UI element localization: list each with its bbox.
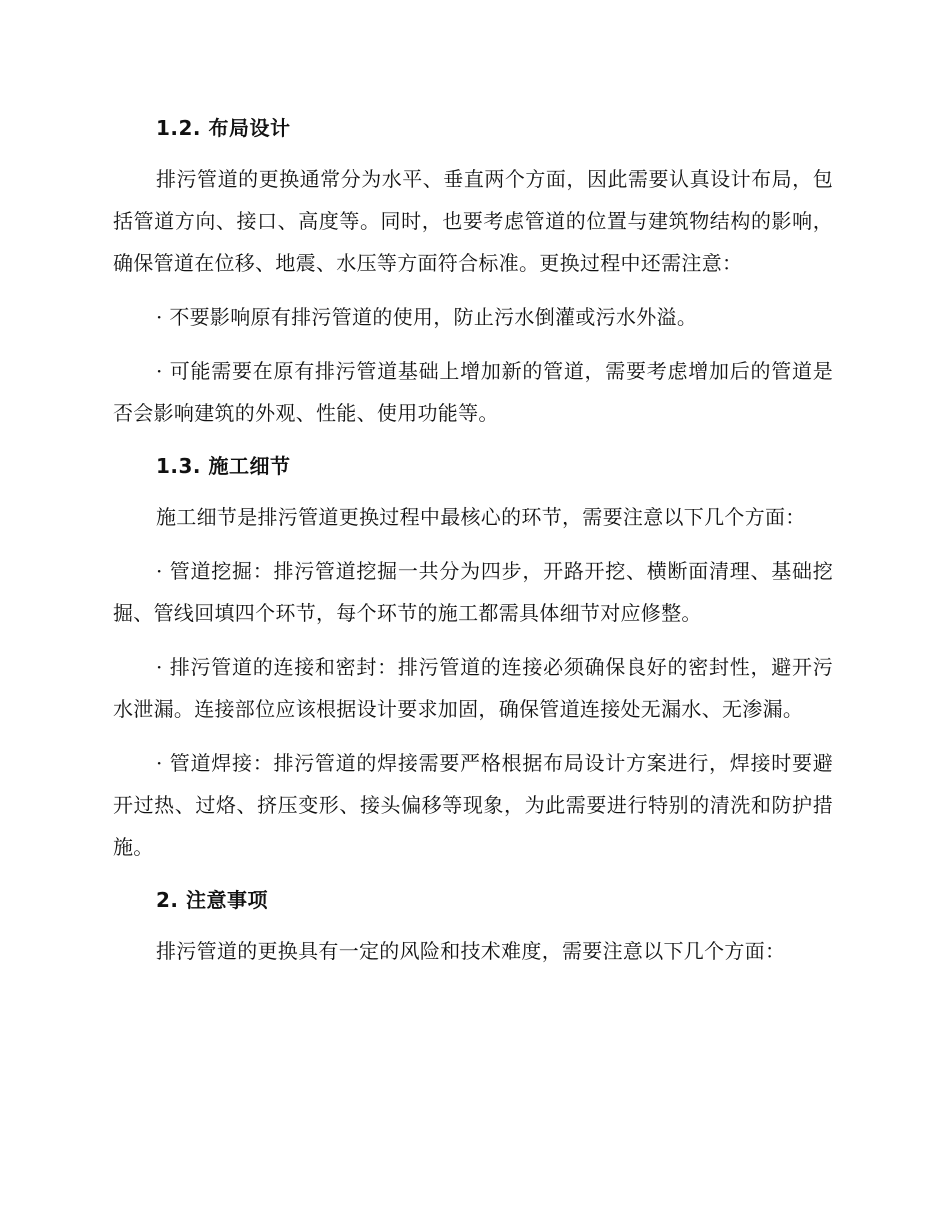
bullet-item: · 排污管道的连接和密封：排污管道的连接必须确保良好的密封性，避开污水泄漏。连接部位应该根据设计要求加固，确保管道连接处无漏水、无渗漏。 (113, 655, 833, 721)
bullet-item: · 可能需要在原有排污管道基础上增加新的管道，需要考虑增加后的管道是否会影响建筑的外观、性能、使用功能等。 (113, 359, 833, 425)
paragraph: 施工细节是排污管道更换过程中最核心的环节，需要注意以下几个方面： (156, 505, 806, 529)
section-precautions (113, 880, 833, 972)
section-heading: 1.2. 布局设计 (156, 116, 291, 140)
bullet-item: · 不要影响原有排污管道的使用，防止污水倒灌或污水外溢。 (156, 305, 698, 329)
section-layout-design (113, 108, 833, 434)
bullet-item: · 管道挖掘：排污管道挖掘一共分为四步，开路开挖、横断面清理、基础挖掘、管线回填四个环节，每个环节的施工都需具体细节对应修整。 (113, 559, 833, 625)
section-heading: 2. 注意事项 (156, 888, 268, 912)
document-page (113, 108, 833, 984)
bullet-item: · 管道焊接：排污管道的焊接需要严格根据布局设计方案进行，焊接时要避开过热、过烙、挤压变形、接头偏移等现象，为此需要进行特别的清洗和防护措施。 (113, 751, 833, 859)
section-construction-details (113, 446, 833, 868)
section-heading: 1.3. 施工细节 (156, 454, 291, 478)
paragraph: 排污管道的更换通常分为水平、垂直两个方面，因此需要认真设计布局，包括管道方向、接口、高度等。同时，也要考虑管道的位置与建筑物结构的影响，确保管道在位移、地震、水压等方面符合标准。更换过程中还需注意： (113, 167, 833, 275)
paragraph: 排污管道的更换具有一定的风险和技术难度，需要注意以下几个方面： (156, 939, 786, 963)
